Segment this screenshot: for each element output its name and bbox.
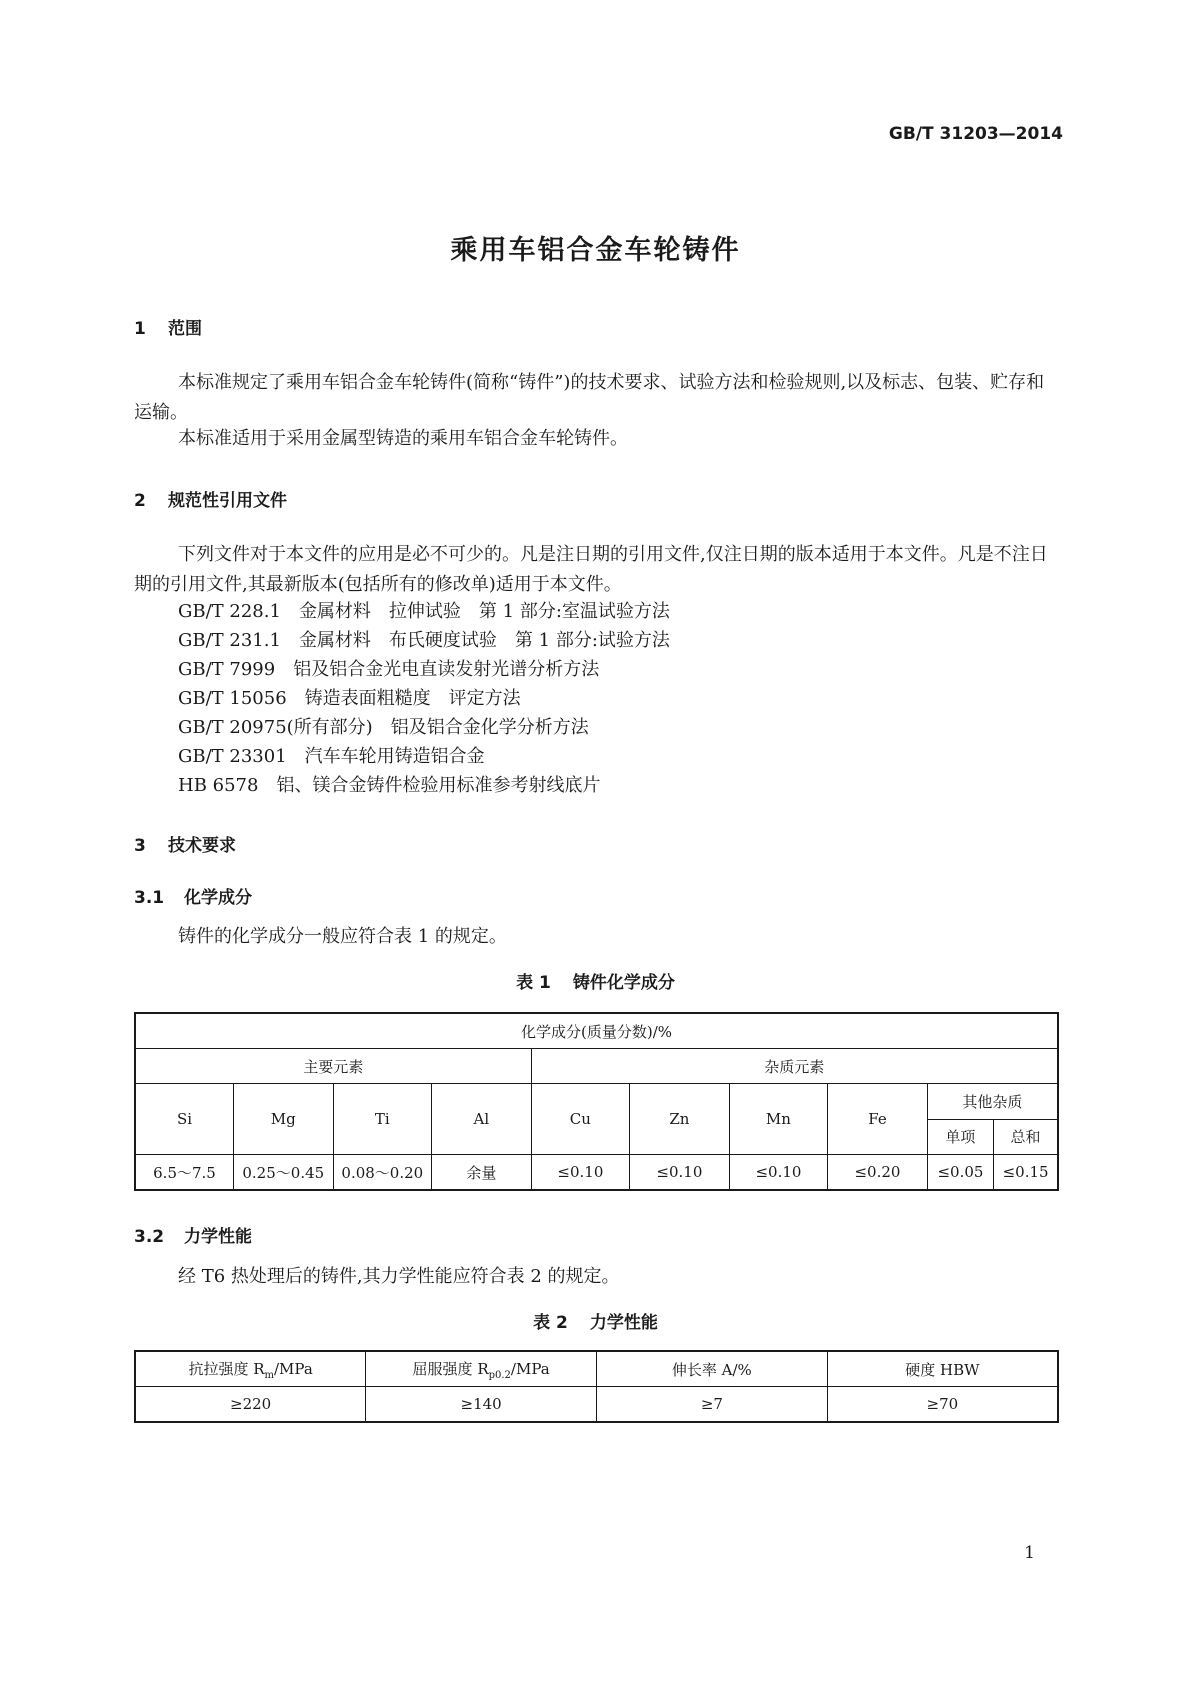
document-title: 乘用车铝合金车轮铸件 bbox=[450, 235, 741, 266]
table-header-cell: Al bbox=[432, 1084, 532, 1155]
table-header-cell: 屈服强度 $R_{p0.2}$/MPa bbox=[366, 1351, 597, 1387]
table-row bbox=[135, 1049, 1058, 1084]
table-cell: ≤0.10 bbox=[531, 1155, 630, 1191]
section-title: 技术要求 bbox=[168, 836, 236, 856]
reference-title: 铝、镁合金铸件检验用标准参考射线底片 bbox=[276, 775, 601, 796]
section-number: 3 bbox=[134, 836, 146, 856]
table-header-cell: Si bbox=[135, 1084, 234, 1155]
reference-item bbox=[178, 597, 670, 627]
table-cell: ≤0.20 bbox=[828, 1155, 928, 1191]
references-intro: 下列文件对于本文件的应用是必不可少的。凡是注日期的引用文件,仅注日期的版本适用于本文件。凡是不注日期的引用文件,其最新版本(包括所有的修改单)适用于本文件。 bbox=[134, 544, 1048, 595]
table-cell: 0.08～0.20 bbox=[333, 1155, 432, 1191]
table-header-cell: 单项 bbox=[927, 1119, 993, 1155]
reference-title: 铝及铝合金化学分析方法 bbox=[390, 717, 589, 738]
chemical-composition-table bbox=[134, 1012, 1059, 1191]
table-cell: ≥7 bbox=[597, 1387, 828, 1423]
table-cell: ≤0.15 bbox=[994, 1155, 1058, 1191]
table-row bbox=[135, 1084, 1058, 1120]
table-title: 铸件化学成分 bbox=[572, 973, 675, 993]
table-cell: ≥70 bbox=[827, 1387, 1058, 1423]
table-row bbox=[135, 1387, 1058, 1423]
reference-code: HB 6578 bbox=[178, 775, 259, 796]
reference-title: 铸造表面粗糙度 评定方法 bbox=[304, 688, 521, 709]
section-title: 规范性引用文件 bbox=[168, 491, 287, 511]
table-header-cell: Ti bbox=[333, 1084, 432, 1155]
section-3-heading bbox=[134, 831, 236, 856]
section-3-2-heading bbox=[134, 1222, 252, 1247]
reference-code: GB/T 231.1 bbox=[178, 630, 281, 651]
table-header-cell: 其他杂质 bbox=[927, 1084, 1058, 1120]
reference-item bbox=[178, 684, 521, 714]
scope-paragraph-1: 本标准规定了乘用车铝合金车轮铸件(简称“铸件”)的技术要求、试验方法和检验规则,以及标志、包装、贮存和运输。 bbox=[134, 372, 1045, 423]
table-1-caption bbox=[0, 968, 1191, 993]
reference-item bbox=[178, 771, 600, 801]
reference-item bbox=[178, 626, 670, 656]
table-header-cell: 总和 bbox=[994, 1119, 1058, 1155]
section-3-1-heading bbox=[134, 883, 252, 908]
scope-paragraph-2: 本标准适用于采用金属型铸造的乘用车铝合金车轮铸件。 bbox=[178, 428, 628, 449]
reference-code: GB/T 15056 bbox=[178, 688, 287, 709]
page-number: 1 bbox=[1024, 1543, 1035, 1563]
table-number: 表 1 bbox=[516, 973, 551, 993]
table-header-cell: 化学成分(质量分数)/% bbox=[135, 1013, 1058, 1049]
reference-item bbox=[178, 655, 599, 685]
mechanical-intro: 经 T6 热处理后的铸件,其力学性能应符合表 2 的规定。 bbox=[178, 1266, 620, 1287]
table-header-cell: 主要元素 bbox=[135, 1049, 531, 1084]
table-cell: ≤0.10 bbox=[630, 1155, 730, 1191]
table-row bbox=[135, 1155, 1058, 1191]
table-cell: ≥220 bbox=[135, 1387, 366, 1423]
table-row bbox=[135, 1351, 1058, 1387]
section-number: 3.1 bbox=[134, 888, 165, 908]
reference-item bbox=[178, 713, 589, 743]
section-title: 化学成分 bbox=[184, 888, 252, 908]
reference-code: GB/T 20975(所有部分) bbox=[178, 717, 373, 738]
table-header-cell: 杂质元素 bbox=[531, 1049, 1058, 1084]
section-2-heading bbox=[134, 486, 287, 511]
table-cell: 0.25～0.45 bbox=[234, 1155, 334, 1191]
mechanical-properties-table bbox=[134, 1350, 1059, 1423]
table-number: 表 2 bbox=[533, 1313, 568, 1333]
chemical-intro: 铸件的化学成分一般应符合表 1 的规定。 bbox=[178, 926, 507, 947]
table-cell: ≤0.05 bbox=[927, 1155, 993, 1191]
reference-title: 铝及铝合金光电直读发射光谱分析方法 bbox=[293, 659, 600, 680]
table-title: 力学性能 bbox=[589, 1313, 658, 1333]
reference-item bbox=[178, 742, 485, 772]
table-header-cell: 抗拉强度 $R_m$/MPa bbox=[135, 1351, 366, 1387]
table-row bbox=[135, 1013, 1058, 1049]
table-cell: ≤0.10 bbox=[729, 1155, 828, 1191]
table-cell: 6.5～7.5 bbox=[135, 1155, 234, 1191]
table-header-cell: Mg bbox=[234, 1084, 334, 1155]
table-cell: 余量 bbox=[432, 1155, 532, 1191]
section-number: 3.2 bbox=[134, 1227, 165, 1247]
reference-code: GB/T 228.1 bbox=[178, 601, 281, 622]
section-1-heading bbox=[134, 314, 202, 339]
table-header-cell: Mn bbox=[729, 1084, 828, 1155]
reference-title: 金属材料 布氏硬度试验 第 1 部分:试验方法 bbox=[298, 630, 670, 651]
section-title: 范围 bbox=[168, 319, 202, 339]
section-number: 1 bbox=[134, 319, 146, 339]
table-header-cell: Cu bbox=[531, 1084, 630, 1155]
reference-title: 金属材料 拉伸试验 第 1 部分:室温试验方法 bbox=[298, 601, 670, 622]
section-number: 2 bbox=[134, 491, 146, 511]
reference-title: 汽车车轮用铸造铝合金 bbox=[304, 746, 485, 767]
table-2-caption bbox=[0, 1308, 1191, 1333]
section-title: 力学性能 bbox=[184, 1227, 252, 1247]
reference-code: GB/T 7999 bbox=[178, 659, 276, 680]
table-header-cell: 伸长率 A/% bbox=[597, 1351, 828, 1387]
standard-number: GB/T 31203—2014 bbox=[888, 124, 1063, 144]
table-cell: ≥140 bbox=[366, 1387, 597, 1423]
table-header-cell: 硬度 HBW bbox=[827, 1351, 1058, 1387]
reference-code: GB/T 23301 bbox=[178, 746, 287, 767]
table-header-cell: Fe bbox=[828, 1084, 928, 1155]
table-header-cell: Zn bbox=[630, 1084, 730, 1155]
